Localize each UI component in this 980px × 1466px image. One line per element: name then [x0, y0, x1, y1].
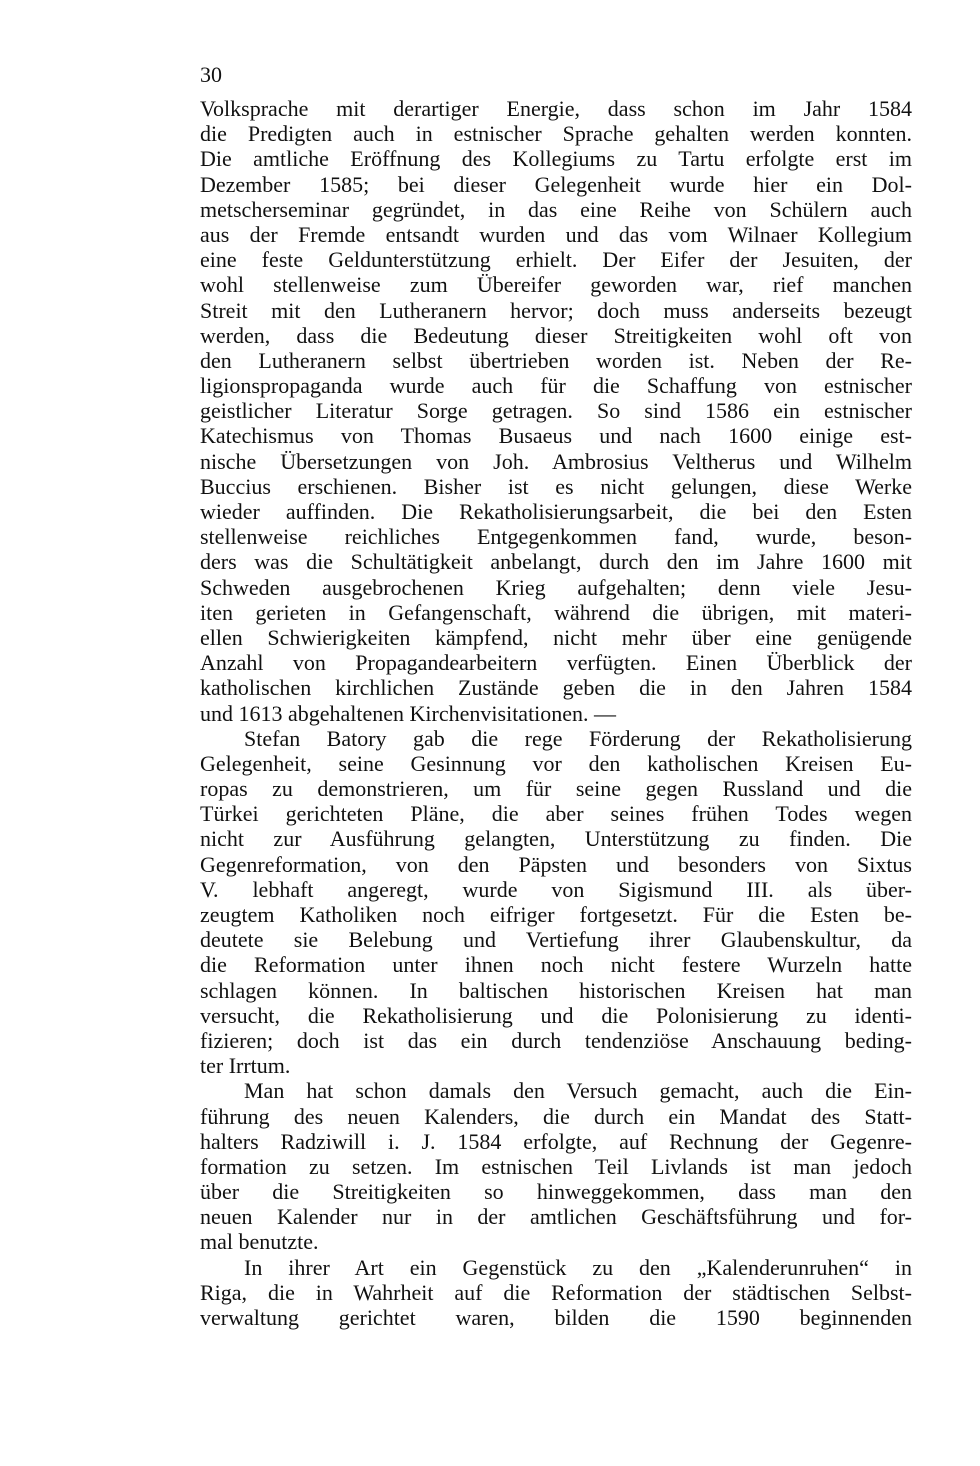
page-number: 30 — [200, 62, 222, 87]
paragraph-first-line: In ihrer Art ein Gegenstück zu den „Kalenderunruhen“ in — [244, 1254, 912, 1280]
text-line: metscherseminar gegründet, in das eine Reihe von Schülern auch — [200, 196, 912, 222]
text-line: versucht, die Rekatholisierung und die Polonisierung zu identi- — [200, 1002, 912, 1028]
text-line: Volksprache mit derartiger Energie, dass schon im Jahr 1584 — [200, 96, 912, 121]
text-line: formation zu setzen. Im estnischen Teil Livlands ist man jedoch — [200, 1153, 912, 1179]
text-line: Dezember 1585; bei dieser Gelegenheit wurde hier ein Dol- — [200, 171, 912, 197]
text-line: die Reformation unter ihnen noch nicht festere Wurzeln hatte — [200, 952, 912, 978]
text-line: und 1613 abgehaltenen Kirchenvisitationen. — — [200, 700, 617, 726]
text-line: schlagen können. In baltischen historischen Kreisen hat man — [200, 977, 912, 1003]
text-line: Gegenreformation, von den Päpsten und besonders von Sixtus — [200, 851, 912, 877]
text-line: neuen Kalender nur in der amtlichen Geschäftsführung und for- — [200, 1204, 912, 1230]
text-line: werden, dass die Bedeutung dieser Streitigkeiten wohl oft von — [200, 322, 912, 348]
text-line: ders was die Schultätigkeit anbelangt, durch den im Jahre 1600 mit — [200, 549, 912, 575]
text-line: Riga, die in Wahrheit auf die Reformation der städtischen Selbst- — [200, 1279, 912, 1305]
text-line: geistlicher Literatur Sorge getragen. So sind 1586 ein estnischer — [200, 398, 912, 424]
text-line: ellen Schwierigkeiten kämpfend, nicht mehr über eine genügende — [200, 624, 912, 650]
text-line: ropas zu demonstrieren, um für seine gegen Russland und die — [200, 776, 912, 802]
text-line: Katechismus von Thomas Busaeus und nach 1600 einige est- — [200, 423, 912, 449]
text-line: iten gerieten in Gefangenschaft, während die übrigen, mit materi- — [200, 599, 912, 625]
text-line: über die Streitigkeiten so hinweggekommen, dass man den — [200, 1179, 912, 1205]
text-line: den Lutheranern selbst übertrieben worden ist. Neben der Re- — [200, 347, 912, 373]
text-line: zeugtem Katholiken noch eifriger fortgesetzt. Für die Esten be- — [200, 902, 912, 927]
text-line: Buccius erschienen. Bisher ist es nicht gelungen, diese Werke — [200, 473, 912, 499]
text-line: fizieren; doch ist das ein durch tendenziöse Anschauung beding- — [200, 1027, 912, 1053]
text-line: nische Übersetzungen von Joh. Ambrosius Veltherus und Wilhelm — [200, 448, 912, 474]
text-line: mal benutzte. — [200, 1229, 319, 1255]
text-line: stellenweise reichliches Entgegenkommen fand, wurde, beson- — [200, 524, 912, 550]
text-line: Türkei gerichteten Pläne, die aber seines frühen Todes wegen — [200, 801, 912, 827]
text-line: deutete sie Belebung und Vertiefung ihrer Glaubenskultur, da — [200, 927, 912, 953]
text-line: wohl stellenweise zum Übereifer geworden war, rief manchen — [200, 272, 912, 298]
text-line: führung des neuen Kalenders, die durch ein Mandat des Statt- — [200, 1103, 912, 1129]
paragraph-first-line: Man hat schon damals den Versuch gemacht, auch die Ein- — [244, 1078, 912, 1104]
text-line: ter Irrtum. — [200, 1053, 291, 1079]
text-line: Streit mit den Lutheranern hervor; doch muss anderseits bezeugt — [200, 297, 912, 323]
paragraph-first-line: Stefan Batory gab die rege Förderung der Rekatholisierung — [244, 725, 912, 751]
text-line: katholischen kirchlichen Zustände geben die in den Jahren 1584 — [200, 675, 912, 701]
text-line: die Predigten auch in estnischer Sprache gehalten werden konnten. — [200, 121, 912, 147]
text-line: wieder auffinden. Die Rekatholisierungsarbeit, die bei den Esten — [200, 499, 912, 524]
text-line: eine feste Geldunterstützung erhielt. Der Eifer der Jesuiten, der — [200, 247, 912, 273]
text-line: nicht zur Ausführung gelangten, Unterstützung zu finden. Die — [200, 826, 912, 852]
text-line: Die amtliche Eröffnung des Kollegiums zu Tartu erfolgte erst im — [200, 146, 912, 172]
text-line: ligionspropaganda wurde auch für die Schaffung von estnischer — [200, 373, 912, 399]
text-line: Gelegenheit, seine Gesinnung vor den katholischen Kreisen Eu- — [200, 750, 912, 776]
text-line: halters Radziwill i. J. 1584 erfolgte, auf Rechnung der Gegenre- — [200, 1128, 912, 1154]
text-line: Anzahl von Propagandearbeitern verfügten. Einen Überblick der — [200, 650, 912, 676]
text-line: V. lebhaft angeregt, wurde von Sigismund III. als über- — [200, 876, 912, 902]
text-line: aus der Fremde entsandt wurden und das vom Wilnaer Kollegium — [200, 221, 912, 247]
text-line: verwaltung gerichtet waren, bilden die 1590 beginnenden — [200, 1305, 912, 1330]
text-line: Schweden ausgebrochenen Krieg aufgehalten; denn viele Jesu- — [200, 574, 912, 600]
body-text — [200, 96, 912, 1330]
